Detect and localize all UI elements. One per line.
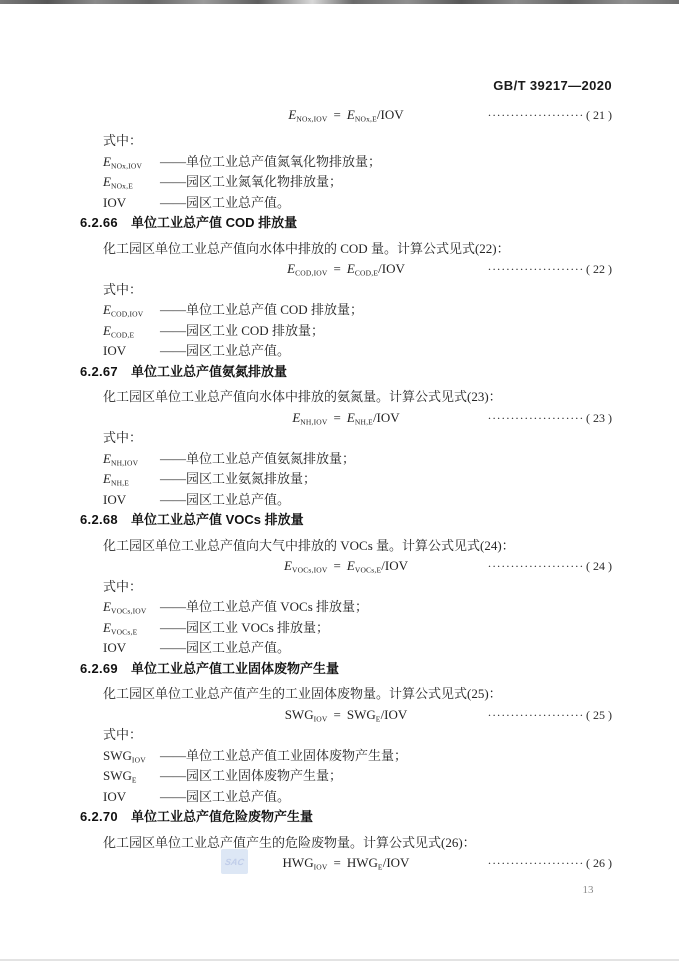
definition-row [103,321,612,342]
formula-tail: /IOV [376,106,404,122]
symbol-base: E [103,322,111,338]
equals-sign: = [333,558,341,573]
formula-rhs-base: E [346,261,355,276]
symbol-base: IOV [103,788,127,804]
formula-rhs-sub: E [377,862,383,872]
equation-number: ( 23 ) [586,410,612,425]
section-paragraph: 化工园区单位工业总产值向大气中排放的 VOCs 量。计算公式见式(24)： [103,537,515,553]
definition-text: ——园区工业总产值。 [160,343,291,358]
leader-dots: ····················· [487,707,584,722]
definition-text: ——园区工业氨氮排放量； [160,471,317,486]
definition-text: ——园区工业总产值。 [160,194,291,210]
section-heading [80,510,612,531]
section-paragraph: 化工园区单位工业总产值产生的危险废物量。计算公式见式(26)： [103,834,476,850]
definition-row [103,638,612,659]
symbol-sub: COD,E [110,330,135,339]
formula-rhs-sub: COD,E [354,268,379,278]
definition-row [103,490,612,511]
formula-row-23 [80,408,612,429]
sac-watermark-label: SAC [224,856,245,867]
definition-row [103,766,612,787]
equals-sign: = [333,855,341,870]
formula-22 [287,261,405,276]
symbol-sub: COD,IOV [110,309,144,319]
standard-code-header: GB/T 39217—2020 [493,78,612,93]
formula-rhs-base: E [346,409,355,425]
formula-24 [284,558,408,573]
definition-text: ——园区工业总产值。 [160,640,291,655]
symbol-sub: NH,IOV [110,458,139,467]
section-number: 6.2.66 [80,215,118,230]
formula-rhs-base: E [346,106,355,122]
symbol-sub: VOCs,E [110,627,138,636]
definition-text: ——单位工业总产值 VOCs 排放量； [160,599,369,614]
definition-row [103,449,612,470]
section-number: 6.2.68 [80,512,118,527]
equals-sign: = [333,261,341,276]
leader-dots: ····················· [487,107,584,122]
equals-sign: = [333,409,341,425]
section-heading [80,213,612,234]
sac-watermark [221,849,248,874]
section-6-2-67 [80,362,612,511]
definition-text: ——园区工业氮氧化物排放量； [160,174,343,189]
formula-26 [283,855,410,870]
document-page [80,76,612,874]
formula-lhs-sub: NOx,IOV [296,114,328,123]
definition-text: ——园区工业总产值。 [160,491,291,507]
symbol-base: E [103,619,111,635]
where-label: 式中： [103,727,143,742]
symbol-base: E [103,599,111,614]
section-6-2-70 [80,807,612,874]
symbol-sub: NOx,IOV [110,161,143,170]
section-number: 6.2.70 [80,809,118,824]
leader-dots: ····················· [487,410,584,425]
definition-text: ——园区工业总产值。 [160,788,291,804]
formula-row-22 [80,259,612,280]
equals-sign: = [333,106,341,122]
section-heading [80,659,612,680]
formula-rhs-sub: NOx,E [354,114,377,123]
equation-number: ( 22 ) [586,262,612,276]
definition-text: ——园区工业固体废物产生量； [160,768,343,783]
symbol-base: IOV [103,343,127,358]
section-6-2-68 [80,510,612,659]
section-6-2-69 [80,659,612,808]
symbol-sub: NH,E [110,478,130,488]
definition-text: ——园区工业 COD 排放量； [160,322,324,338]
formula-lhs-base: E [284,558,292,573]
definition-text: ——园区工业 VOCs 排放量； [160,619,330,635]
definition-row [103,300,612,321]
formula-lhs-base: E [287,261,296,276]
definition-row [103,193,612,214]
formula-tail: /IOV [378,261,405,276]
formula-rhs-base: HWG [346,855,378,870]
formula-rhs-base: SWG [346,706,376,722]
formula-leader [487,105,612,126]
where-label: 式中： [103,281,143,297]
symbol-base: IOV [103,194,127,210]
formula-tail: /IOV [372,409,400,425]
formula-lhs-sub: VOCs,IOV [291,565,328,575]
leader-dots: ····················· [487,559,584,573]
symbol-base: E [103,450,111,466]
formula-leader [487,259,612,280]
formula-tail: /IOV [380,706,408,722]
equation-number: ( 21 ) [586,107,612,122]
leader-dots: ····················· [487,262,584,276]
symbol-base: E [103,471,111,486]
where-label: 式中： [103,133,143,148]
definition-text: ——单位工业总产值工业固体废物产生量； [160,747,408,763]
section-title: 单位工业总产值危险废物产生量 [130,809,313,824]
definition-row [103,787,612,808]
symbol-base: E [103,302,111,317]
page-number: 13 [582,884,594,896]
definition-text: ——单位工业总产值氨氮排放量； [160,450,356,466]
section-paragraph: 化工园区单位工业总产值向水体中排放的氨氮量。计算公式见式(23)： [103,389,502,404]
definition-text: ——单位工业总产值 COD 排放量； [160,302,363,317]
leader-dots: ····················· [487,856,584,870]
definition-text: ——单位工业总产值氮氧化物排放量； [160,153,382,169]
equation-number: ( 24 ) [586,559,612,573]
symbol-base: E [103,153,111,169]
definition-row [103,152,612,173]
symbol-base: SWG [103,768,132,783]
definition-row [103,172,612,193]
symbol-base: SWG [103,747,132,763]
formula-tail: /IOV [382,855,410,870]
formula-row-24 [80,556,612,577]
equals-sign: = [333,706,341,722]
formula-tail: /IOV [381,558,408,573]
section-continuation [80,105,612,214]
section-title: 单位工业总产值工业固体废物产生量 [130,660,339,676]
formula-leader [487,408,612,429]
formula-rhs-sub: VOCs,E [354,565,382,575]
symbol-sub: VOCs,IOV [110,606,147,616]
definition-row [103,597,612,618]
symbol-sub: NOx,E [110,181,133,191]
formula-leader [487,853,612,874]
where-label: 式中： [103,578,143,594]
symbol-sub: IOV [131,755,146,764]
definition-row [103,618,612,639]
section-6-2-66 [80,213,612,362]
formula-rhs-sub: NH,E [354,417,373,426]
formula-lhs-sub: NH,IOV [300,417,328,426]
formula-rhs-base: E [346,558,355,573]
section-title: 单位工业总产值 VOCs 排放量 [130,512,304,527]
section-number: 6.2.67 [80,363,118,379]
formula-lhs-sub: COD,IOV [295,268,328,278]
formula-lhs-sub: IOV [313,714,328,723]
section-title: 单位工业总产值 COD 排放量 [130,215,298,230]
formula-lhs-sub: IOV [313,862,328,872]
formula-lhs-base: SWG [284,706,314,722]
scan-artifact-top-band [0,0,679,4]
section-title: 单位工业总产值氨氮排放量 [130,363,287,379]
formula-25 [285,707,408,722]
formula-row-26 [80,853,612,874]
definition-row [103,746,612,767]
formula-lhs-base: HWG [282,855,314,870]
formula-row-21 [80,105,612,126]
formula-leader [487,556,612,577]
symbol-base: E [103,174,111,189]
formula-21 [288,107,403,122]
section-number: 6.2.69 [80,660,118,676]
formula-23 [292,410,399,425]
formula-lhs-base: E [292,409,301,425]
symbol-base: IOV [103,640,127,655]
section-paragraph: 化工园区单位工业总产值产生的工业固体废物量。计算公式见式(25)： [103,686,502,701]
section-heading [80,807,612,828]
definition-row [103,341,612,362]
formula-leader [487,705,612,726]
formula-rhs-sub: E [375,714,381,723]
definition-row [103,469,612,490]
formula-lhs-base: E [288,106,297,122]
equation-number: ( 26 ) [586,856,612,870]
symbol-sub: E [131,775,137,785]
where-label: 式中： [103,430,143,445]
section-heading [80,362,612,383]
equation-number: ( 25 ) [586,707,612,722]
formula-row-25 [80,705,612,726]
section-paragraph: 化工园区单位工业总产值向水体中排放的 COD 量。计算公式见式(22)： [103,240,510,256]
symbol-base: IOV [103,491,127,507]
